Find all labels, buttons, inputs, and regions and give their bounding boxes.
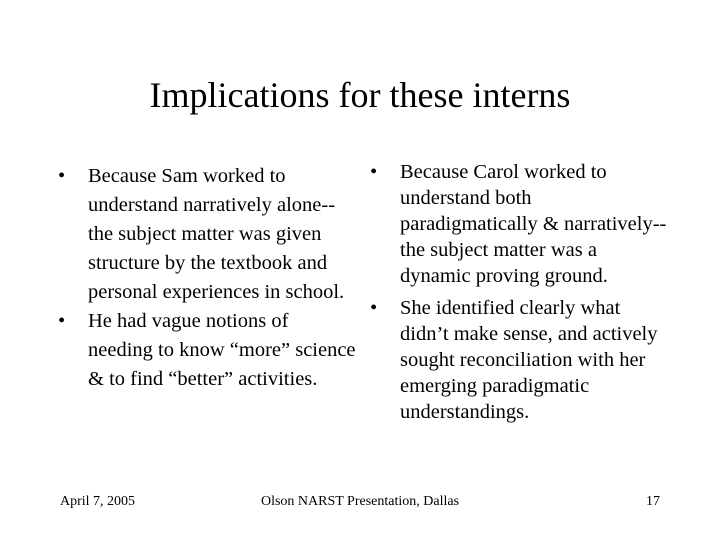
footer-page-number: 17: [646, 494, 660, 509]
bullet-item: • Because Carol worked to understand both paradigmatically & narratively--the subject matter was a dynamic proving ground.: [370, 159, 670, 289]
footer-date: April 7, 2005: [60, 494, 136, 509]
bullet-item: • Because Sam worked to understand narratively alone--the subject matter was given structure by the textbook and personal experiences in school.: [58, 162, 358, 307]
footer-presentation-title: Olson NARST Presentation, Dallas: [260, 494, 460, 509]
slide-title: Implications for these interns: [149, 75, 571, 115]
bullet-item: • He had vague notions of needing to know “more” science & to find “better” activities.: [58, 307, 358, 394]
bullet-item: • She identified clearly what didn’t make sense, and actively sought reconciliation with her emerging paradigmatic understandings.: [370, 295, 670, 425]
left-bullet-list: [58, 162, 358, 394]
right-bullet-list: [370, 159, 670, 425]
